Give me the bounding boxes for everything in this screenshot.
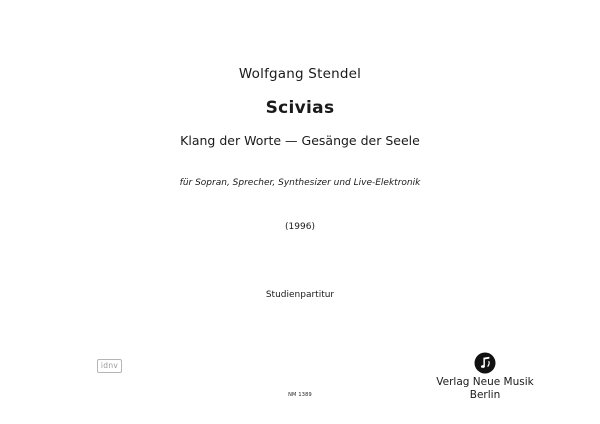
work-subtitle: Klang der Worte — Gesänge der Seele xyxy=(180,133,420,148)
edition-type: Studienpartitur xyxy=(265,290,335,300)
verlag-neue-musik-logo-icon xyxy=(474,352,496,374)
idnv-stamp: idnv xyxy=(97,359,122,373)
work-title: Scivias xyxy=(265,98,335,118)
catalog-number: NM 1389 xyxy=(288,392,312,398)
instrumentation: für Sopran, Sprecher, Synthesizer und Live-Elektronik xyxy=(179,178,421,188)
publisher-city: Berlin xyxy=(469,389,501,401)
composer-name: Wolfgang Stendel xyxy=(238,66,362,82)
publisher-name: Verlag Neue Musik xyxy=(436,376,534,388)
composition-year: (1996) xyxy=(285,222,315,232)
